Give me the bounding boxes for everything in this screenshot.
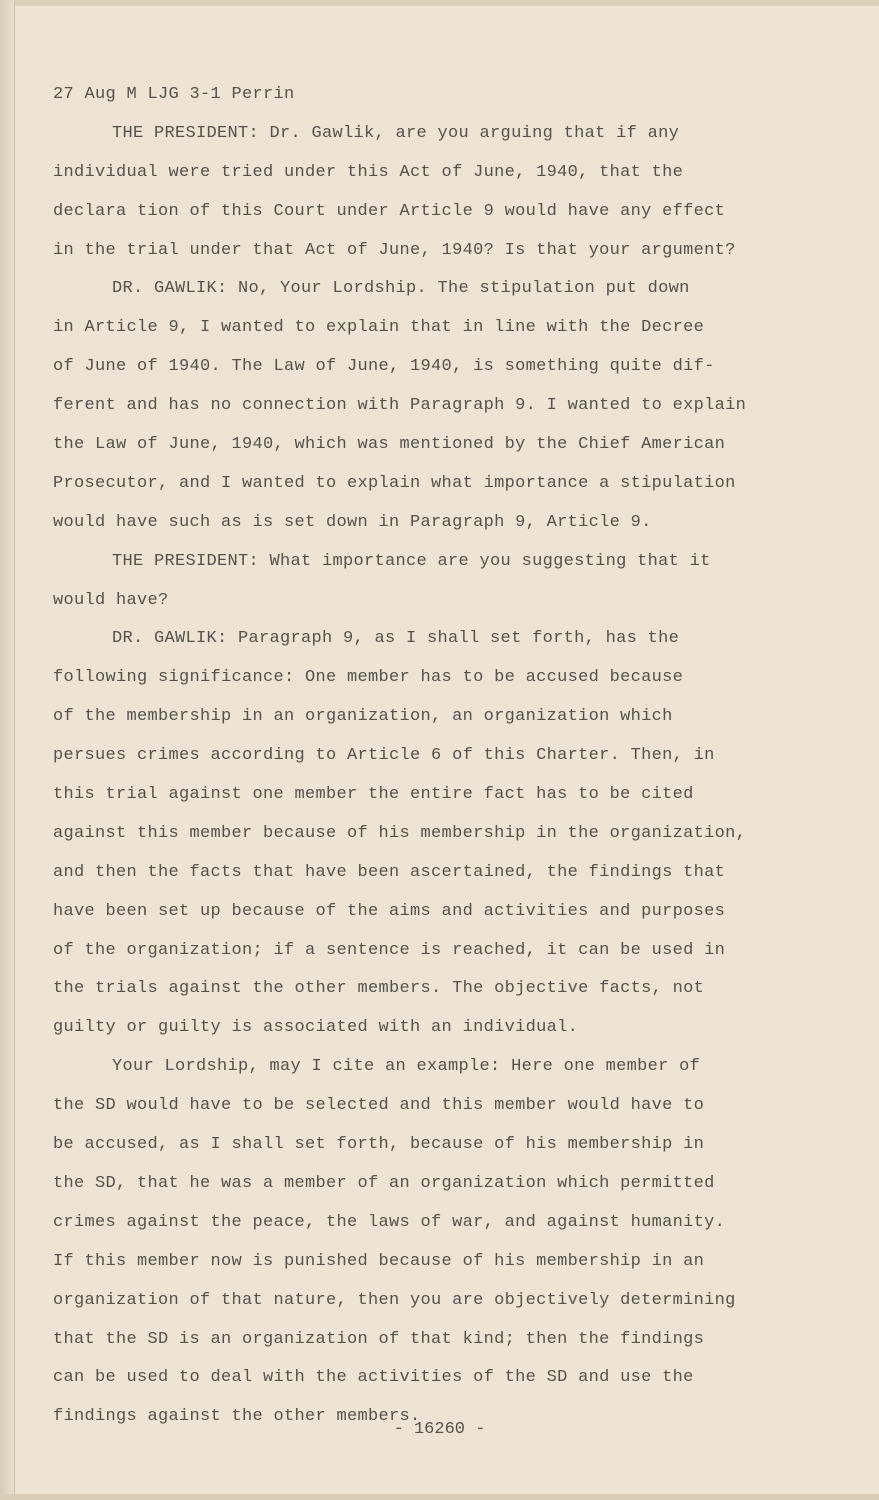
- transcript-line: of June of 1940. The Law of June, 1940, is something quite dif-: [53, 357, 715, 377]
- transcript-line: can be used to deal with the activities of the SD and use the: [53, 1368, 694, 1388]
- transcript-line: persues crimes according to Article 6 of this Charter. Then, in: [53, 746, 715, 766]
- transcript-line: the Law of June, 1940, which was mentioned by the Chief American: [53, 435, 726, 455]
- transcript-line: organization of that nature, then you are objectively determining: [53, 1290, 736, 1310]
- transcript-line: THE PRESIDENT: What importance are you suggesting that it: [112, 551, 711, 571]
- header-line: 27 Aug M LJG 3-1 Perrin: [53, 85, 295, 104]
- page-bottom-edge: [0, 1494, 879, 1500]
- transcript-line: following significance: One member has to be accused because: [53, 668, 684, 688]
- transcript-line: ferent and has no connection with Paragraph 9. I wanted to explain: [53, 396, 747, 416]
- page-left-edge: [0, 0, 15, 1500]
- transcript-line: this trial against one member the entire fact has to be cited: [53, 785, 694, 805]
- transcript-line: crimes against the peace, the laws of war, and against humanity.: [53, 1212, 726, 1232]
- transcript-line: If this member now is punished because of his membership in an: [53, 1251, 705, 1271]
- transcript-line: against this member because of his membership in the organization,: [53, 823, 747, 843]
- transcript-line: of the membership in an organization, an organization which: [53, 707, 673, 727]
- transcript-line: findings against the other members.: [53, 1407, 421, 1427]
- page-number: - 16260 -: [393, 1420, 486, 1439]
- transcript-line: would have such as is set down in Paragraph 9, Article 9.: [53, 512, 652, 532]
- transcript-line: that the SD is an organization of that kind; then the findings: [53, 1329, 705, 1349]
- transcript-line: of the organization; if a sentence is reached, it can be used in: [53, 940, 726, 960]
- page-top-edge: [0, 0, 879, 6]
- transcript-text: [53, 76, 843, 1437]
- transcript-line: be accused, as I shall set forth, because of his membership in: [53, 1135, 705, 1155]
- transcript-line: DR. GAWLIK: Paragraph 9, as I shall set forth, has the: [112, 629, 680, 649]
- transcript-line: in Article 9, I wanted to explain that in line with the Decree: [53, 318, 705, 338]
- transcript-line: Your Lordship, may I cite an example: Here one member of: [112, 1057, 701, 1077]
- transcript-line: in the trial under that Act of June, 1940? Is that your argument?: [53, 240, 736, 260]
- transcript-line: would have?: [53, 590, 169, 610]
- transcript-line: have been set up because of the aims and activities and purposes: [53, 901, 726, 921]
- transcript-line: Prosecutor, and I wanted to explain what importance a stipulation: [53, 473, 736, 493]
- transcript-line: declara tion of this Court under Article 9 would have any effect: [53, 201, 726, 221]
- transcript-line: the trials against the other members. The objective facts, not: [53, 979, 705, 999]
- transcript-line: and then the facts that have been ascertained, the findings that: [53, 862, 726, 882]
- transcript-line: the SD, that he was a member of an organization which permitted: [53, 1173, 715, 1193]
- transcript-line: the SD would have to be selected and this member would have to: [53, 1096, 705, 1116]
- transcript-line: guilty or guilty is associated with an individual.: [53, 1018, 579, 1038]
- transcript-line: THE PRESIDENT: Dr. Gawlik, are you arguing that if any: [112, 123, 680, 143]
- transcript-line: DR. GAWLIK: No, Your Lordship. The stipulation put down: [112, 279, 690, 299]
- transcript-line: individual were tried under this Act of June, 1940, that the: [53, 162, 684, 182]
